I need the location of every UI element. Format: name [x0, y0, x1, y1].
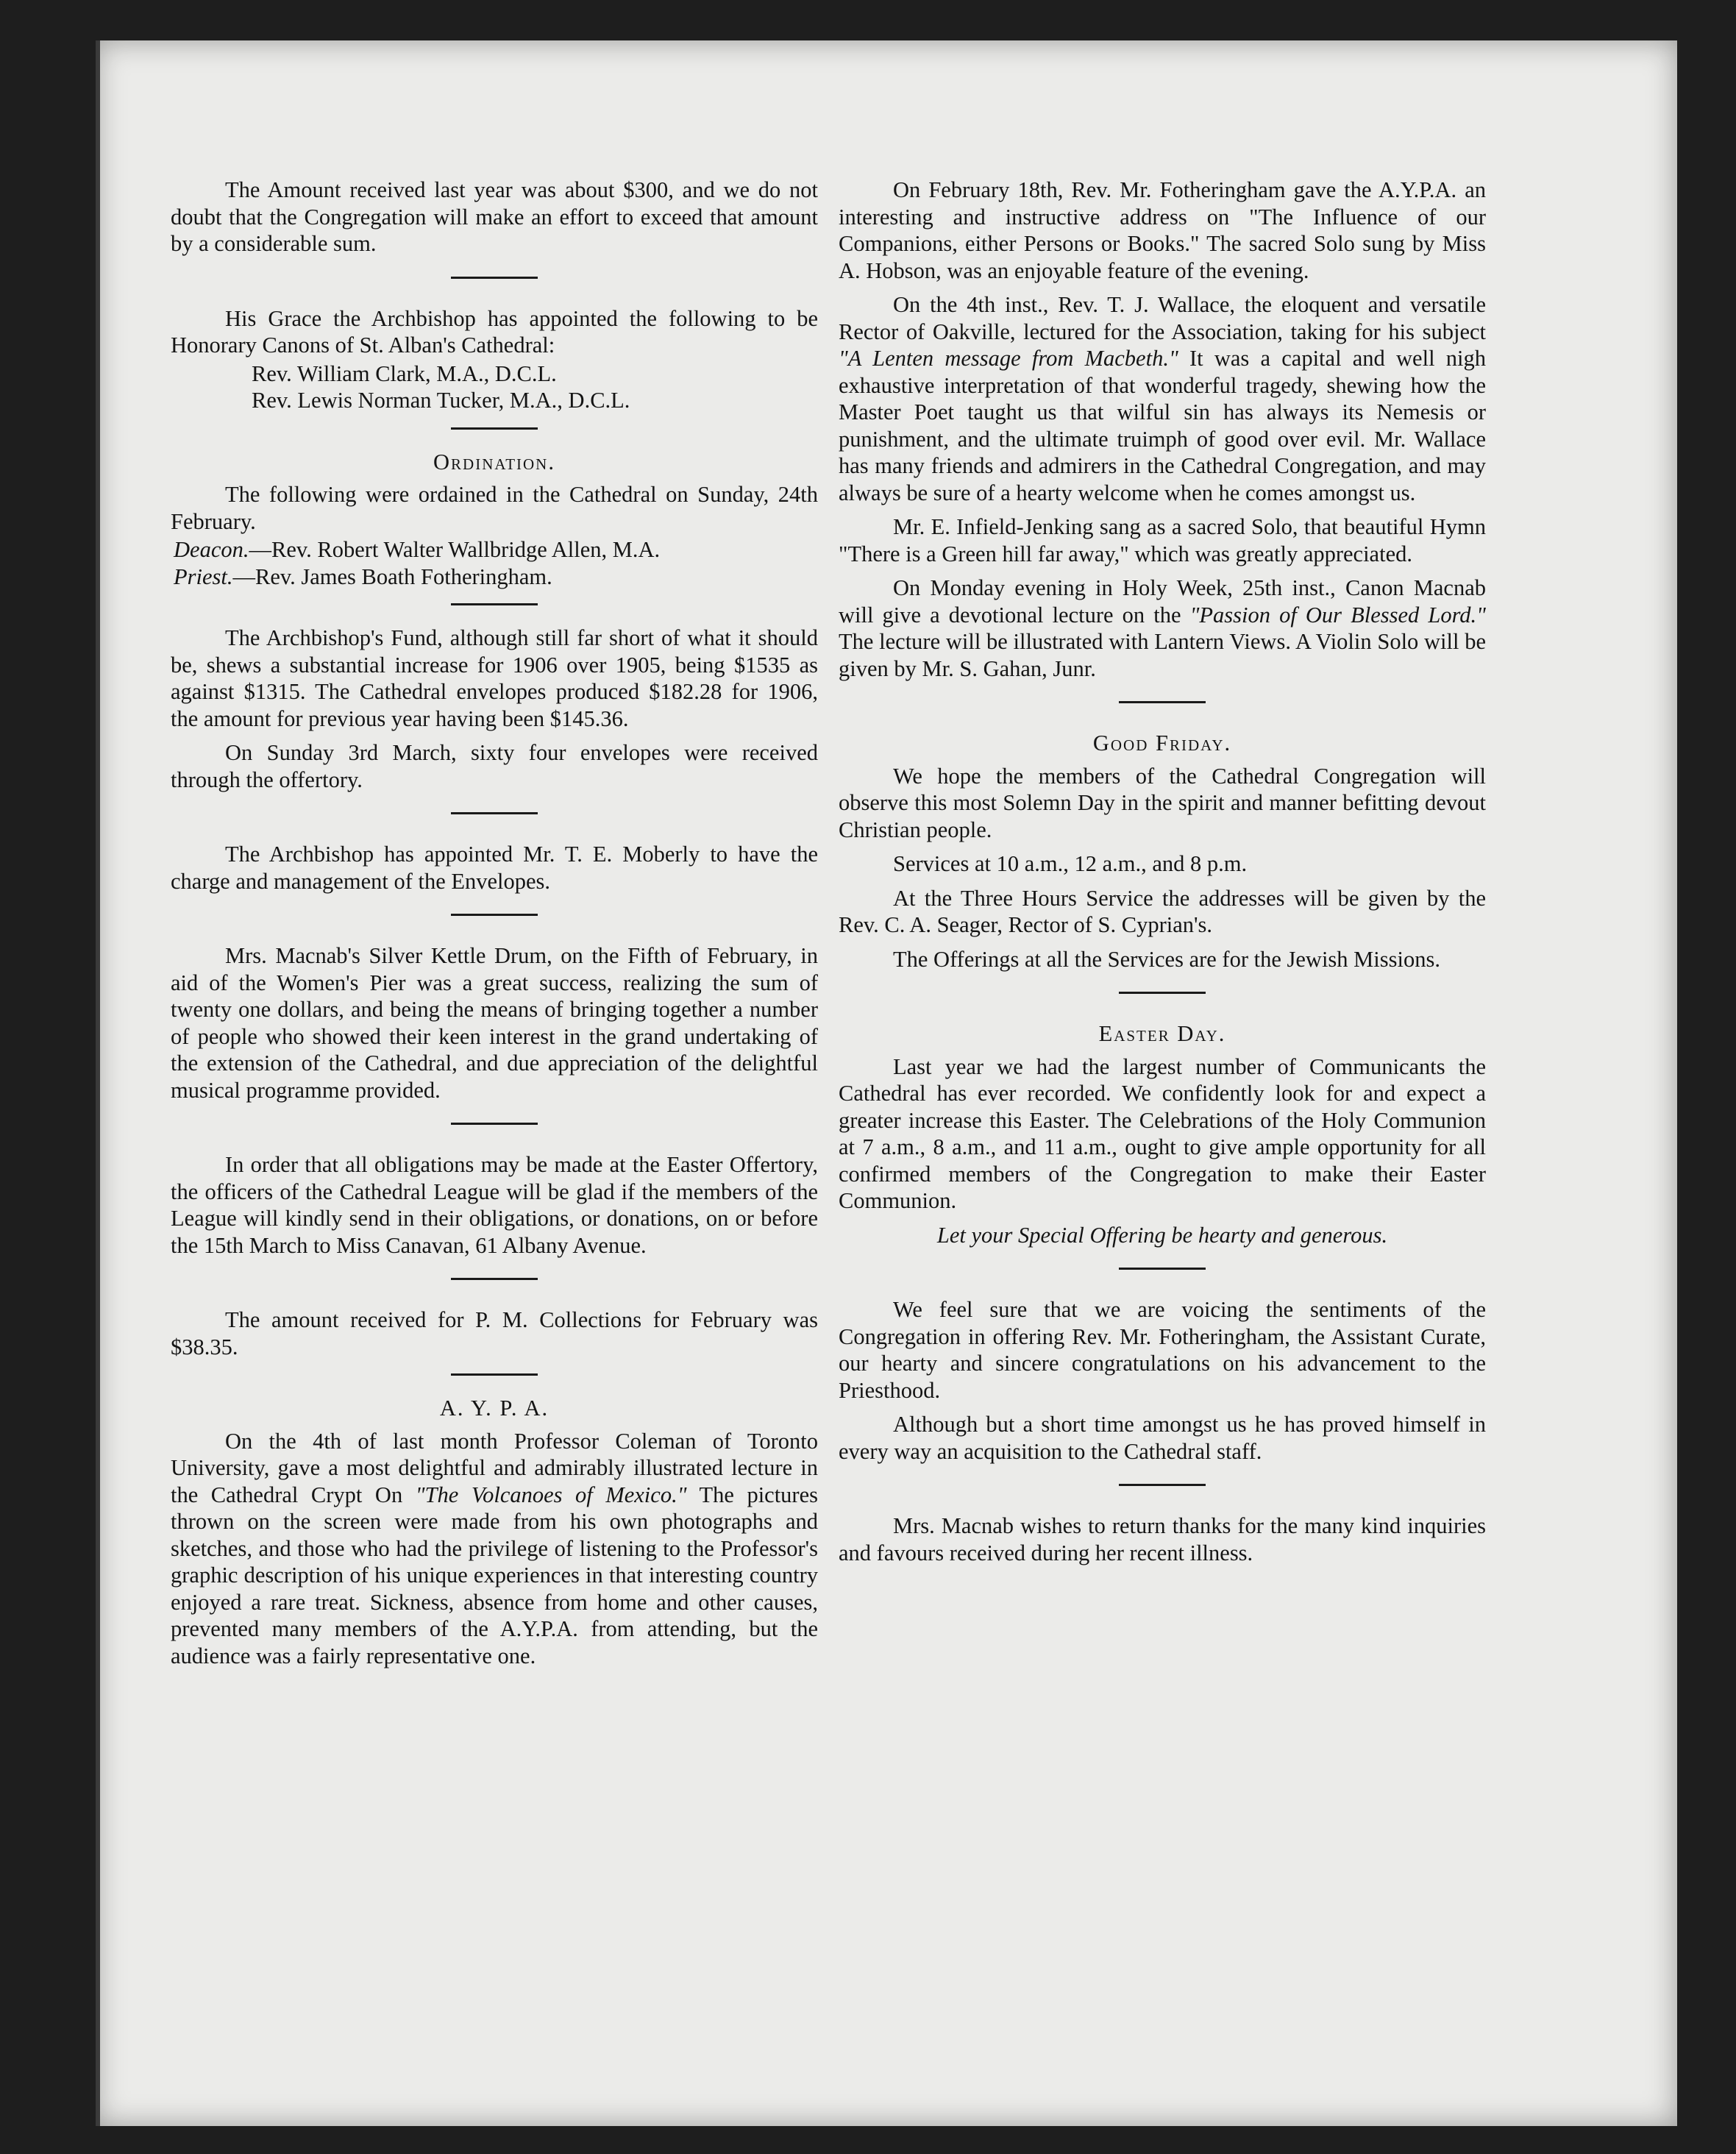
ordination-priest [171, 564, 818, 591]
heading-aypa: A. Y. P. A. [439, 1396, 549, 1421]
divider-rule [451, 1373, 538, 1376]
paragraph-envelopes-march: On Sunday 3rd March, sixty four envelopes were received through the offertory. [171, 740, 818, 792]
right-column [839, 177, 1486, 1574]
paragraph-good-friday-offerings: The Offerings at all the Services are for the Jewish Missions. [893, 946, 1440, 972]
paragraph-holy-week-lecture [839, 575, 1486, 682]
divider-rule [451, 603, 538, 605]
canon-name-2: Rev. Lewis Norman Tucker, M.A., D.C.L. [252, 388, 630, 413]
paragraph-archbishops-fund: The Archbishop's Fund, although still far short of what it should be, shews a substantial increase for 1906 over 1905, being $1535 as against $1315. The Cathedral envelopes produced $182.28 for 1906, the amount for previous year having been $145.36. [171, 625, 818, 731]
paragraph-aypa-lecture [171, 1428, 818, 1670]
divider-rule [451, 1123, 538, 1125]
paragraph-cathedral-league: In order that all obligations may be made at the Easter Offertory, the officers of the Cathedral League will be glad if the members of the League will kindly send in their obligations, or donations, on or before the 15th March to Miss Canavan, 61 Albany Avenue. [171, 1152, 818, 1258]
wallace-text-b: It was a capital and well nigh exhaustive interpretation of that wonderful tragedy, shewing how the Master Poet taught us that wilful sin has always its Nemesis or punishment, and the ultimate truimph of good over evil. Mr. Wallace has many friends and admirers in the Cathedral Congregation, and may always be sure of a hearty welcome when he comes amongst us. [839, 346, 1486, 505]
heading-good-friday: Good Friday. [1092, 731, 1232, 756]
binding-edge [96, 40, 100, 2126]
paragraph-honorary-canons: His Grace the Archbishop has appointed the following to be Honorary Canons of St. Alban's Cathedral: [171, 305, 818, 358]
paragraph-acquisition: Although but a short time amongst us he has proved himself in every way an acquisition to the Cathedral staff. [839, 1412, 1486, 1464]
priest-name: —Rev. James Boath Fotheringham. [232, 564, 552, 589]
canon-name-1: Rev. William Clark, M.A., D.C.L. [252, 360, 557, 386]
left-column [171, 177, 818, 1677]
paragraph-good-friday-addresses: At the Three Hours Service the addresses will be given by the Rev. C. A. Seager, Rector of S. Cyprian's. [839, 885, 1486, 937]
paragraph-fotheringham-address: On February 18th, Rev. Mr. Fotheringham gave the A.Y.P.A. an interesting and instructive address on "The Influence of our Companions, either Persons or Books." The sacred Solo sung by Miss A. Hobson, was an enjoyable feature of the evening. [839, 177, 1486, 283]
holy-week-text-a: On Monday evening in Holy Week, 25th inst., Canon Macnab will give a devotional lecture on the [839, 575, 1486, 628]
paragraph-infield-jenking: Mr. E. Infield-Jenking sang as a sacred Solo, that beautiful Hymn "There is a Green hill far away," which was greatly appreciated. [839, 514, 1486, 566]
paragraph-amount-last-year: The Amount received last year was about $300, and we do not doubt that the Congregation will make an effort to exceed that amount by a considerable sum. [171, 177, 818, 256]
paragraph-congratulations: We feel sure that we are voicing the sentiments of the Congregation in offering Rev. Mr. Fotheringham, the Assistant Curate, our hearty and sincere congratulations on his advancement to the Priesthood. [839, 1297, 1486, 1403]
divider-rule [1119, 1268, 1206, 1270]
paragraph-easter-communicants: Last year we had the largest number of Communicants the Cathedral has ever recorded. We confidently look for and expect a greater increase this Easter. The Celebrations of the Holy Communion at 7 a.m., 8 a.m., and 11 a.m., ought to give ample opportunity for all confirmed members of the Congregation to make their Easter Communion. [839, 1053, 1486, 1213]
divider-rule [451, 277, 538, 279]
paragraph-pm-collections: The amount received for P. M. Collections for February was $38.35. [171, 1307, 818, 1359]
holy-week-lecture-title: "Passion of Our Blessed Lord." [1189, 602, 1486, 628]
heading-easter-day: Easter Day. [1098, 1021, 1226, 1046]
ordination-deacon [171, 536, 818, 564]
paragraph-kettle-drum: Mrs. Macnab's Silver Kettle Drum, on the Fifth of February, in aid of the Women's Pier was a great success, realizing the sum of twenty one dollars, and being the means of bringing together a number of people who showed their keen interest in the grand undertaking of the extension of the Cathedral, and due appreciation of the delightful musical programme provided. [171, 943, 818, 1103]
easter-offering-line: Let your Special Offering be hearty and generous. [936, 1222, 1388, 1248]
wallace-lecture-title: "A Lenten message from Macbeth." [839, 346, 1178, 371]
divider-rule [1119, 701, 1206, 703]
aypa-lecture-title: "The Volcanoes of Mexico." [415, 1482, 687, 1507]
paragraph-envelope-management: The Archbishop has appointed Mr. T. E. Moberly to have the charge and management of the Envelopes. [171, 842, 818, 894]
paragraph-good-friday-1: We hope the members of the Cathedral Congregation will observe this most Solemn Day in the spirit and manner befitting devout Christian people. [839, 763, 1486, 842]
heading-ordination: Ordination. [433, 449, 555, 474]
divider-rule [1119, 992, 1206, 994]
divider-rule [451, 914, 538, 916]
deacon-label: Deacon. [174, 537, 249, 562]
divider-rule [451, 427, 538, 430]
aypa-text-a: On the 4th of last month Professor Coleman of Toronto University, gave a most delightful and admirably illustrated lecture in the Cathedral Crypt On [171, 1428, 818, 1507]
paragraph-good-friday-services: Services at 10 a.m., 12 a.m., and 8 p.m. [893, 851, 1248, 876]
aypa-text-b: The pictures thrown on the screen were made from his own photographs and sketches, and those who had the privilege of listening to the Professor's graphic description of his unique experiences in that interesting country enjoyed a rare treat. Sickness, absence from home and other causes, prevented many members of the A.Y.P.A. from attending, but the audience was a fairly representative one. [171, 1482, 818, 1668]
deacon-name: —Rev. Robert Walter Wallbridge Allen, M.A. [249, 537, 661, 562]
paragraph-ordination-intro: The following were ordained in the Cathedral on Sunday, 24th February. [171, 482, 818, 534]
wallace-text-a: On the 4th inst., Rev. T. J. Wallace, the eloquent and versatile Rector of Oakville, lectured for the Association, taking for his subject [839, 292, 1486, 344]
holy-week-text-b: The lecture will be illustrated with Lantern Views. A Violin Solo will be given by Mr. S. Gahan, Junr. [839, 629, 1486, 681]
divider-rule [1119, 1484, 1206, 1486]
divider-rule [451, 812, 538, 814]
divider-rule [451, 1278, 538, 1280]
paragraph-macnab-thanks: Mrs. Macnab wishes to return thanks for the many kind inquiries and favours received during her recent illness. [839, 1513, 1486, 1565]
paragraph-wallace-lecture [839, 291, 1486, 506]
priest-label: Priest. [174, 564, 233, 589]
